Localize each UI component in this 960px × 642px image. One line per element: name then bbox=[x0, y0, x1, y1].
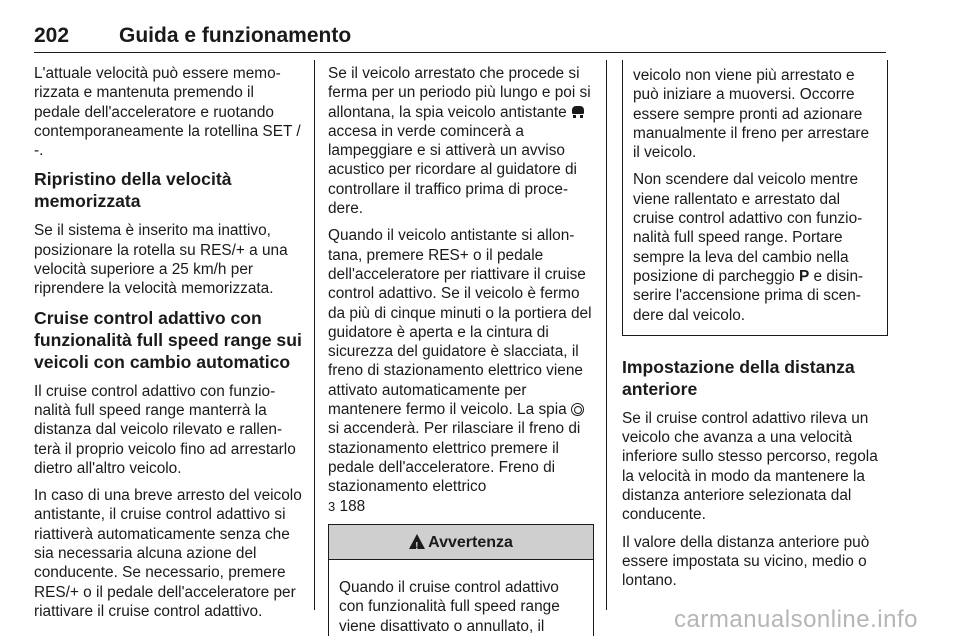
text-part: Se il veicolo arrestato che procede si ferma per un periodo più lungo e poi si allontana, la spia veicolo antistante bbox=[328, 65, 591, 121]
column-1 bbox=[34, 64, 302, 629]
text-part: Quando il veicolo antistante si allontana, premere RES+ o il pedale dell'acceleratore per riattivare il cruise control adattivo. Se il veicolo è fermo da più di cinque minuti o la portiera del guidatore è aperta e la cintura di sicurezza del guidatore è slacciata, il freno di stazionamento elettrico viene attivato automaticamente per mantenere fermo il veicolo. La spia bbox=[328, 227, 592, 419]
text-part: e disinserire l'accensione prima di scendere dal veicolo. bbox=[633, 267, 864, 324]
heading-adaptive-cruise: Cruise control adattivo con funzionalità full speed range sui veicoli con cambio automatico bbox=[34, 307, 302, 372]
paragraph-vehicle-stopped bbox=[328, 64, 595, 218]
watermark: carmanualsonline.info bbox=[674, 606, 918, 633]
text-part: accesa in verde comincerà a lampeggiare e si attiverà un avviso acustico per ricordare al guidatore di controllare il traffico prima di procedere. bbox=[328, 122, 577, 218]
parking-brake-icon bbox=[571, 403, 584, 416]
paragraph-distance-values: Il valore della distanza anteriore può essere impostata su vicino, medio o lontano. bbox=[622, 533, 870, 590]
warning-text: Quando il cruise control adattivo con funzionalità full speed range viene disattivato o annullato, il bbox=[339, 579, 560, 635]
warning-box bbox=[328, 524, 594, 636]
vehicle-ahead-icon bbox=[571, 106, 585, 118]
text-part: si accenderà. Per rilasciare il freno di stazionamento elettrico premere il pedale dell'acceleratore. Freno di stazionamento elettrico bbox=[328, 420, 581, 496]
warning-title: Avvertenza bbox=[428, 533, 513, 551]
reference-arrow-icon: 3 bbox=[328, 498, 336, 514]
column-2 bbox=[328, 64, 595, 636]
text-part: Non scendere dal veicolo mentre viene rallentato e arrestato dal cruise control adattivo con funzionalità full speed range. Portare sempre la leva del cambio nella posizione di parcheggio bbox=[633, 171, 863, 285]
warning-continued-text: veicolo non viene più arrestato e può iniziare a muoversi. Occorre essere sempre pronti ad azionare manualmente il freno per arrestare il veicolo. bbox=[633, 67, 870, 162]
page-number: 202 bbox=[34, 24, 70, 47]
paragraph-adaptive-distance: Il cruise control adattivo con funzionalità full speed range manterrà la distanza dal veicolo rilevato e rallenterà il proprio veicolo fino ad arrestarlo dietro all'altro veicolo. bbox=[34, 382, 296, 477]
section-title: Guida e funzionamento bbox=[119, 24, 352, 47]
reference-page[interactable]: 188 bbox=[335, 497, 366, 515]
warning-box-continued bbox=[622, 60, 888, 336]
paragraph-memorize-speed: L'attuale velocità può essere memorizzata e mantenuta premendo il pedale dell'acceleratore e ruotando contemporaneamente la rotellina SET / -. bbox=[34, 65, 301, 160]
warning-header bbox=[329, 525, 593, 560]
paragraph-vehicle-moves-away bbox=[328, 226, 595, 515]
paragraph-resume-speed: Se il sistema è inserito ma inattivo, posizionare la rotella su RES/+ a una velocità superiore a 25 km/h per riprendere la velocità memorizzata. bbox=[34, 222, 288, 298]
column-divider-1 bbox=[314, 60, 315, 610]
page-header bbox=[34, 22, 886, 53]
warning-triangle-icon bbox=[409, 534, 425, 549]
column-3 bbox=[622, 60, 888, 599]
paragraph-brief-stop: In caso di una breve arresto del veicolo antistante, il cruise control adattivo si riattiverà automaticamente senza che sia necessaria alcuna azione del conducente. Se necessario, premere RES/+ o il pedale dell'acceleratore per riattivare il cruise control adattivo. bbox=[34, 487, 302, 620]
heading-resume-speed: Ripristino della velocità memorizzata bbox=[34, 169, 232, 212]
column-divider-2 bbox=[606, 60, 607, 610]
paragraph-distance-detect: Se il cruise control adattivo rileva un veicolo che avanza a una velocità inferiore sullo stesso percorso, regola la velocità in modo da mantenere la distanza anteriore selezionata dal conducente. bbox=[622, 409, 878, 524]
warning-continued-text-2 bbox=[633, 170, 877, 324]
park-position-label: P bbox=[799, 267, 810, 285]
heading-distance-setting: Impostazione della distanza anteriore bbox=[622, 356, 855, 399]
